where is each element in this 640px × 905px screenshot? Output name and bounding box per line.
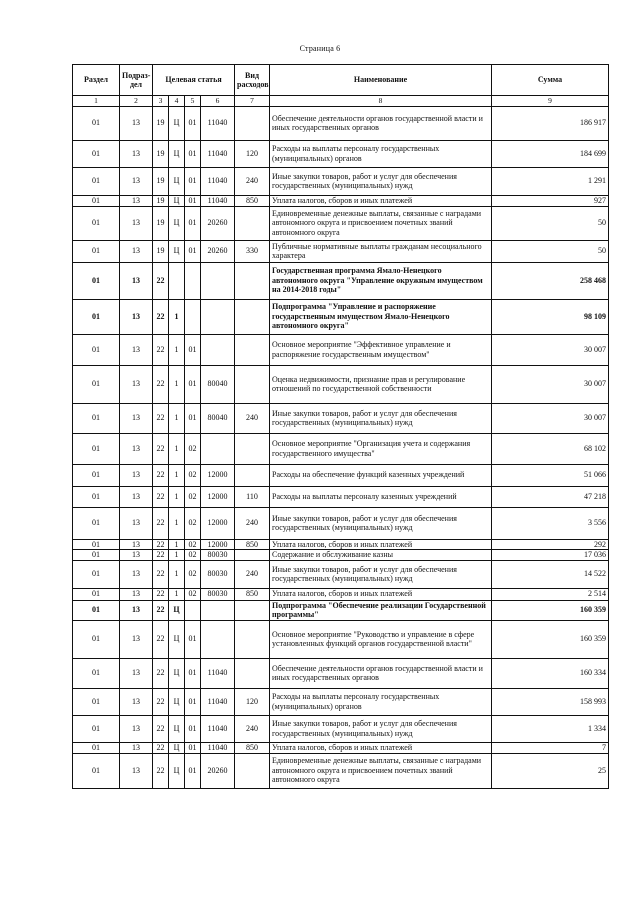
amount-cell: 158 993: [492, 688, 609, 715]
razdel-cell: 01: [73, 588, 120, 600]
column-number: 4: [169, 96, 185, 107]
column-number: 7: [235, 96, 270, 107]
direction-code-cell: 20260: [201, 240, 235, 262]
podrazdel-cell: 13: [120, 588, 153, 600]
expense-type-cell: [235, 365, 270, 403]
item-name-cell: Обеспечение деятельности органов государственной власти и иных государственных органов: [270, 106, 492, 140]
direction-code-cell: [201, 299, 235, 334]
razdel-cell: 01: [73, 167, 120, 195]
subprogram-code-cell: Ц: [169, 620, 185, 658]
subprogram-code-cell: Ц: [169, 658, 185, 688]
amount-cell: 30 007: [492, 365, 609, 403]
event-code-cell: 02: [185, 560, 201, 588]
direction-code-cell: 20260: [201, 206, 235, 240]
column-number: 2: [120, 96, 153, 107]
podrazdel-cell: 13: [120, 403, 153, 433]
expense-type-cell: 850: [235, 195, 270, 206]
expense-type-cell: [235, 550, 270, 561]
program-code-cell: 22: [153, 715, 169, 742]
amount-cell: 50: [492, 240, 609, 262]
item-name-cell: Государственная программа Ямало-Ненецкого автономного округа "Управление окружным имуществом на 2014-2018 годы": [270, 262, 492, 299]
expense-type-cell: [235, 433, 270, 464]
direction-code-cell: 11040: [201, 140, 235, 167]
podrazdel-cell: 13: [120, 464, 153, 486]
razdel-cell: 01: [73, 262, 120, 299]
program-code-cell: 22: [153, 588, 169, 600]
direction-code-cell: 80030: [201, 588, 235, 600]
podrazdel-cell: 13: [120, 753, 153, 788]
budget-table: [72, 64, 609, 789]
subprogram-code-cell: 1: [169, 464, 185, 486]
program-code-cell: 22: [153, 486, 169, 507]
amount-cell: 17 036: [492, 550, 609, 561]
table-row: [73, 753, 609, 788]
subprogram-code-cell: 1: [169, 334, 185, 365]
amount-cell: 25: [492, 753, 609, 788]
amount-cell: 68 102: [492, 433, 609, 464]
direction-code-cell: 11040: [201, 688, 235, 715]
program-code-cell: 22: [153, 600, 169, 620]
podrazdel-cell: 13: [120, 365, 153, 403]
program-code-cell: 22: [153, 688, 169, 715]
subprogram-code-cell: Ц: [169, 715, 185, 742]
header-vid-raskhodov: Вид расходов: [235, 65, 270, 96]
direction-code-cell: 12000: [201, 507, 235, 539]
razdel-cell: 01: [73, 365, 120, 403]
subprogram-code-cell: 1: [169, 560, 185, 588]
program-code-cell: 22: [153, 742, 169, 753]
razdel-cell: 01: [73, 240, 120, 262]
amount-cell: 927: [492, 195, 609, 206]
direction-code-cell: 80040: [201, 403, 235, 433]
amount-cell: 98 109: [492, 299, 609, 334]
direction-code-cell: 12000: [201, 464, 235, 486]
event-code-cell: 01: [185, 715, 201, 742]
razdel-cell: 01: [73, 433, 120, 464]
item-name-cell: Единовременные денежные выплаты, связанные с наградами автономного округа и присвоением почетных званий автономного округа: [270, 206, 492, 240]
item-name-cell: Единовременные денежные выплаты, связанные с наградами автономного округа и присвоением почетных званий автономного округа: [270, 753, 492, 788]
item-name-cell: Расходы на обеспечение функций казенных учреждений: [270, 464, 492, 486]
podrazdel-cell: 13: [120, 560, 153, 588]
event-code-cell: [185, 600, 201, 620]
program-code-cell: 22: [153, 507, 169, 539]
event-code-cell: 01: [185, 753, 201, 788]
subprogram-code-cell: Ц: [169, 742, 185, 753]
column-number: 9: [492, 96, 609, 107]
item-name-cell: Основное мероприятие "Эффективное управление и распоряжение государственным имуществом": [270, 334, 492, 365]
podrazdel-cell: 13: [120, 550, 153, 561]
subprogram-code-cell: Ц: [169, 688, 185, 715]
razdel-cell: 01: [73, 658, 120, 688]
event-code-cell: 02: [185, 588, 201, 600]
podrazdel-cell: 13: [120, 140, 153, 167]
header-podrazdel: Подраз- дел: [120, 65, 153, 96]
subprogram-code-cell: Ц: [169, 600, 185, 620]
subprogram-code-cell: Ц: [169, 206, 185, 240]
event-code-cell: [185, 262, 201, 299]
amount-cell: 50: [492, 206, 609, 240]
event-code-cell: 02: [185, 550, 201, 561]
podrazdel-cell: 13: [120, 433, 153, 464]
razdel-cell: 01: [73, 742, 120, 753]
event-code-cell: 01: [185, 140, 201, 167]
podrazdel-cell: 13: [120, 620, 153, 658]
program-code-cell: 22: [153, 550, 169, 561]
expense-type-cell: [235, 464, 270, 486]
expense-type-cell: [235, 620, 270, 658]
page-number: Страница 6: [299, 44, 341, 53]
program-code-cell: 19: [153, 140, 169, 167]
item-name-cell: Иные закупки товаров, работ и услуг для обеспечения государственных (муниципальных) нужд: [270, 403, 492, 433]
amount-cell: 160 334: [492, 658, 609, 688]
program-code-cell: 19: [153, 240, 169, 262]
table-row: [73, 403, 609, 433]
expense-type-cell: 120: [235, 140, 270, 167]
direction-code-cell: [201, 600, 235, 620]
event-code-cell: 02: [185, 539, 201, 550]
item-name-cell: Расходы на выплаты персоналу государственных (муниципальных) органов: [270, 688, 492, 715]
expense-type-cell: [235, 658, 270, 688]
event-code-cell: 02: [185, 464, 201, 486]
program-code-cell: 19: [153, 106, 169, 140]
program-code-cell: 22: [153, 560, 169, 588]
item-name-cell: Иные закупки товаров, работ и услуг для обеспечения государственных (муниципальных) нужд: [270, 507, 492, 539]
subprogram-code-cell: Ц: [169, 195, 185, 206]
podrazdel-cell: 13: [120, 539, 153, 550]
header-razdel: Раздел: [73, 65, 120, 96]
subprogram-code-cell: 1: [169, 539, 185, 550]
item-name-cell: Обеспечение деятельности органов государственной власти и иных государственных органов: [270, 658, 492, 688]
table-row: [73, 486, 609, 507]
podrazdel-cell: 13: [120, 658, 153, 688]
item-name-cell: Уплата налогов, сборов и иных платежей: [270, 195, 492, 206]
subprogram-code-cell: Ц: [169, 106, 185, 140]
expense-type-cell: [235, 206, 270, 240]
program-code-cell: 22: [153, 262, 169, 299]
direction-code-cell: 12000: [201, 539, 235, 550]
column-number-row: [73, 96, 609, 107]
amount-cell: 30 007: [492, 334, 609, 365]
expense-type-cell: [235, 106, 270, 140]
event-code-cell: 01: [185, 658, 201, 688]
program-code-cell: 22: [153, 658, 169, 688]
table-row: [73, 560, 609, 588]
table-row: [73, 620, 609, 658]
podrazdel-cell: 13: [120, 195, 153, 206]
table-row: [73, 588, 609, 600]
amount-cell: 47 218: [492, 486, 609, 507]
amount-cell: 51 066: [492, 464, 609, 486]
direction-code-cell: [201, 620, 235, 658]
event-code-cell: 02: [185, 507, 201, 539]
item-name-cell: Основное мероприятие "Организация учета и содержания государственного имущества": [270, 433, 492, 464]
header-naimenovanie: Наименование: [270, 65, 492, 96]
podrazdel-cell: 13: [120, 299, 153, 334]
razdel-cell: 01: [73, 715, 120, 742]
direction-code-cell: 11040: [201, 167, 235, 195]
subprogram-code-cell: 1: [169, 486, 185, 507]
program-code-cell: 19: [153, 195, 169, 206]
expense-type-cell: 240: [235, 167, 270, 195]
razdel-cell: 01: [73, 539, 120, 550]
table-row: [73, 140, 609, 167]
program-code-cell: 19: [153, 167, 169, 195]
razdel-cell: 01: [73, 486, 120, 507]
column-number: 5: [185, 96, 201, 107]
table-row: [73, 334, 609, 365]
expense-type-cell: 110: [235, 486, 270, 507]
expense-type-cell: 240: [235, 507, 270, 539]
table-body: [73, 106, 609, 788]
table-row: [73, 550, 609, 561]
event-code-cell: 01: [185, 106, 201, 140]
table-row: [73, 433, 609, 464]
item-name-cell: Иные закупки товаров, работ и услуг для обеспечения государственных (муниципальных) нужд: [270, 167, 492, 195]
program-code-cell: 22: [153, 299, 169, 334]
item-name-cell: Уплата налогов, сборов и иных платежей: [270, 539, 492, 550]
podrazdel-cell: 13: [120, 262, 153, 299]
expense-type-cell: 240: [235, 715, 270, 742]
table-row: [73, 167, 609, 195]
direction-code-cell: 11040: [201, 715, 235, 742]
table-row: [73, 206, 609, 240]
direction-code-cell: 11040: [201, 195, 235, 206]
program-code-cell: 19: [153, 206, 169, 240]
subprogram-code-cell: 1: [169, 299, 185, 334]
subprogram-code-cell: 1: [169, 365, 185, 403]
table-row: [73, 299, 609, 334]
subprogram-code-cell: 1: [169, 507, 185, 539]
razdel-cell: 01: [73, 688, 120, 715]
razdel-cell: 01: [73, 106, 120, 140]
column-number: 1: [73, 96, 120, 107]
program-code-cell: 22: [153, 365, 169, 403]
expense-type-cell: [235, 262, 270, 299]
expense-type-cell: [235, 334, 270, 365]
event-code-cell: 01: [185, 403, 201, 433]
razdel-cell: 01: [73, 600, 120, 620]
razdel-cell: 01: [73, 403, 120, 433]
item-name-cell: Публичные нормативные выплаты гражданам несоциального характера: [270, 240, 492, 262]
subprogram-code-cell: Ц: [169, 140, 185, 167]
table-row: [73, 658, 609, 688]
table-row: [73, 715, 609, 742]
podrazdel-cell: 13: [120, 507, 153, 539]
program-code-cell: 22: [153, 539, 169, 550]
amount-cell: 1 334: [492, 715, 609, 742]
amount-cell: 186 917: [492, 106, 609, 140]
subprogram-code-cell: 1: [169, 433, 185, 464]
item-name-cell: Подпрограмма "Управление и распоряжение государственным имуществом Ямало-Ненецкого автономного округа": [270, 299, 492, 334]
direction-code-cell: 80030: [201, 550, 235, 561]
amount-cell: 160 359: [492, 620, 609, 658]
program-code-cell: 22: [153, 753, 169, 788]
expense-type-cell: [235, 600, 270, 620]
direction-code-cell: 80030: [201, 560, 235, 588]
program-code-cell: 22: [153, 403, 169, 433]
amount-cell: 3 556: [492, 507, 609, 539]
podrazdel-cell: 13: [120, 106, 153, 140]
event-code-cell: [185, 299, 201, 334]
direction-code-cell: 20260: [201, 753, 235, 788]
table-row: [73, 106, 609, 140]
event-code-cell: 01: [185, 240, 201, 262]
subprogram-code-cell: Ц: [169, 167, 185, 195]
event-code-cell: 01: [185, 195, 201, 206]
podrazdel-cell: 13: [120, 742, 153, 753]
table-row: [73, 262, 609, 299]
event-code-cell: 02: [185, 433, 201, 464]
event-code-cell: 01: [185, 167, 201, 195]
razdel-cell: 01: [73, 753, 120, 788]
amount-cell: 14 522: [492, 560, 609, 588]
podrazdel-cell: 13: [120, 688, 153, 715]
razdel-cell: 01: [73, 507, 120, 539]
program-code-cell: 22: [153, 334, 169, 365]
direction-code-cell: [201, 262, 235, 299]
column-number: 6: [201, 96, 235, 107]
table-row: [73, 600, 609, 620]
table-row: [73, 688, 609, 715]
program-code-cell: 22: [153, 464, 169, 486]
razdel-cell: 01: [73, 140, 120, 167]
podrazdel-cell: 13: [120, 240, 153, 262]
expense-type-cell: 850: [235, 742, 270, 753]
razdel-cell: 01: [73, 206, 120, 240]
amount-cell: 292: [492, 539, 609, 550]
podrazdel-cell: 13: [120, 206, 153, 240]
amount-cell: 184 699: [492, 140, 609, 167]
expense-type-cell: 240: [235, 560, 270, 588]
razdel-cell: 01: [73, 334, 120, 365]
program-code-cell: 22: [153, 620, 169, 658]
direction-code-cell: 12000: [201, 486, 235, 507]
item-name-cell: Подпрограмма "Обеспечение реализации Государственной программы": [270, 600, 492, 620]
event-code-cell: 02: [185, 486, 201, 507]
razdel-cell: 01: [73, 560, 120, 588]
item-name-cell: Основное мероприятие "Руководство и управление в сфере установленных функций органов государственной власти": [270, 620, 492, 658]
amount-cell: 1 291: [492, 167, 609, 195]
razdel-cell: 01: [73, 550, 120, 561]
header-summa: Сумма: [492, 65, 609, 96]
razdel-cell: 01: [73, 620, 120, 658]
event-code-cell: 01: [185, 742, 201, 753]
item-name-cell: Уплата налогов, сборов и иных платежей: [270, 588, 492, 600]
amount-cell: 2 514: [492, 588, 609, 600]
table-row: [73, 240, 609, 262]
table-row: [73, 365, 609, 403]
amount-cell: 258 468: [492, 262, 609, 299]
razdel-cell: 01: [73, 195, 120, 206]
table-row: [73, 742, 609, 753]
column-number: 3: [153, 96, 169, 107]
column-number: 8: [270, 96, 492, 107]
direction-code-cell: 80040: [201, 365, 235, 403]
direction-code-cell: 11040: [201, 742, 235, 753]
item-name-cell: Иные закупки товаров, работ и услуг для обеспечения государственных (муниципальных) нужд: [270, 560, 492, 588]
event-code-cell: 01: [185, 620, 201, 658]
subprogram-code-cell: Ц: [169, 240, 185, 262]
item-name-cell: Расходы на выплаты персоналу государственных (муниципальных) органов: [270, 140, 492, 167]
event-code-cell: 01: [185, 688, 201, 715]
header-row: [73, 65, 609, 96]
expense-type-cell: 330: [235, 240, 270, 262]
amount-cell: 30 007: [492, 403, 609, 433]
expense-type-cell: [235, 299, 270, 334]
event-code-cell: 01: [185, 365, 201, 403]
item-name-cell: Расходы на выплаты персоналу казенных учреждений: [270, 486, 492, 507]
subprogram-code-cell: 1: [169, 550, 185, 561]
amount-cell: 7: [492, 742, 609, 753]
item-name-cell: Содержание и обслуживание казны: [270, 550, 492, 561]
subprogram-code-cell: 1: [169, 588, 185, 600]
event-code-cell: 01: [185, 334, 201, 365]
expense-type-cell: 850: [235, 539, 270, 550]
table-row: [73, 464, 609, 486]
direction-code-cell: 11040: [201, 658, 235, 688]
razdel-cell: 01: [73, 299, 120, 334]
program-code-cell: 22: [153, 433, 169, 464]
item-name-cell: Уплата налогов, сборов и иных платежей: [270, 742, 492, 753]
razdel-cell: 01: [73, 464, 120, 486]
table-row: [73, 195, 609, 206]
direction-code-cell: [201, 334, 235, 365]
direction-code-cell: 11040: [201, 106, 235, 140]
event-code-cell: 01: [185, 206, 201, 240]
podrazdel-cell: 13: [120, 334, 153, 365]
item-name-cell: Оценка недвижимости, признание прав и регулирование отношений по государственной собственности: [270, 365, 492, 403]
subprogram-code-cell: [169, 262, 185, 299]
table-row: [73, 539, 609, 550]
header-celevaya-statya: Целевая статья: [153, 65, 235, 96]
expense-type-cell: [235, 753, 270, 788]
podrazdel-cell: 13: [120, 486, 153, 507]
subprogram-code-cell: 1: [169, 403, 185, 433]
item-name-cell: Иные закупки товаров, работ и услуг для обеспечения государственных (муниципальных) нужд: [270, 715, 492, 742]
podrazdel-cell: 13: [120, 167, 153, 195]
expense-type-cell: 240: [235, 403, 270, 433]
podrazdel-cell: 13: [120, 600, 153, 620]
direction-code-cell: [201, 433, 235, 464]
expense-type-cell: 120: [235, 688, 270, 715]
podrazdel-cell: 13: [120, 715, 153, 742]
expense-type-cell: 850: [235, 588, 270, 600]
table-row: [73, 507, 609, 539]
subprogram-code-cell: Ц: [169, 753, 185, 788]
amount-cell: 160 359: [492, 600, 609, 620]
